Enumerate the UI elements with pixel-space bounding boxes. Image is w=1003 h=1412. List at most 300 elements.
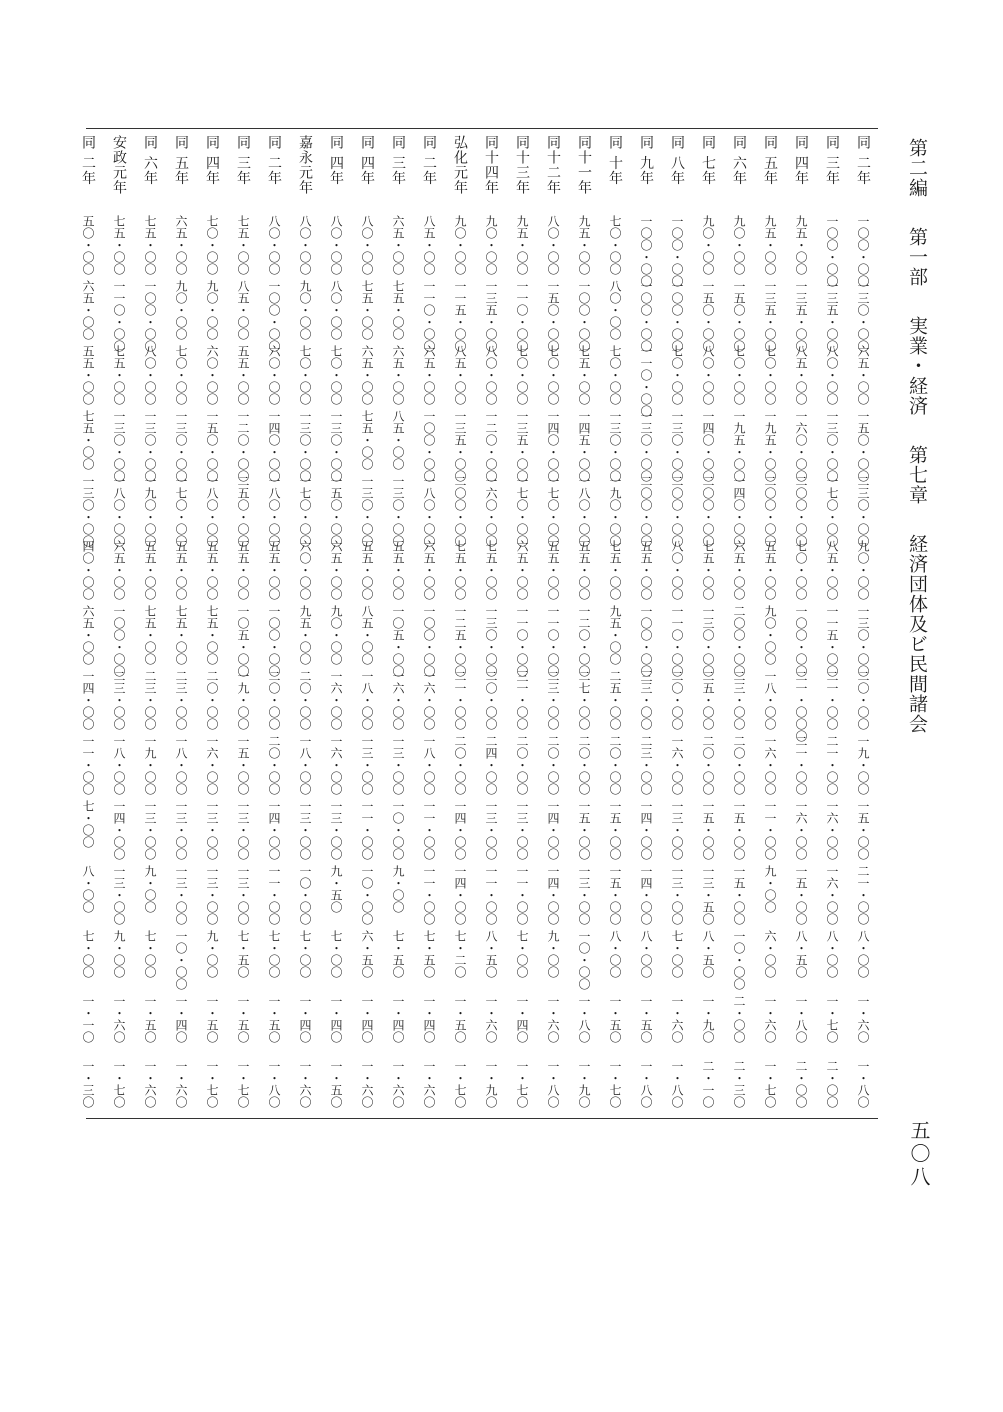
price-cell: 一・六〇 <box>484 995 498 1043</box>
price-cell: 二・〇〇 <box>732 995 746 1043</box>
price-cell: 八〇・〇〇 <box>360 215 374 275</box>
price-cell: 七〇・〇〇 <box>298 345 312 405</box>
price-cell: 一八〇・〇〇 <box>267 475 281 547</box>
price-cell: 一・四〇 <box>174 995 188 1043</box>
price-cell: 八〇・〇〇 <box>484 345 498 405</box>
table-column <box>785 129 816 1117</box>
table-bottom-rule <box>86 1118 878 1119</box>
price-cell: 二一・〇〇 <box>856 865 870 925</box>
year-label: 同 六年 <box>731 135 747 186</box>
price-cell: 一五〇・〇〇 <box>205 410 219 482</box>
price-cell: 七・〇〇 <box>81 800 95 848</box>
price-cell: 七〇・〇〇 <box>794 540 808 600</box>
price-cell: 五五・〇〇 <box>81 345 95 405</box>
price-cell: 一〇〇・〇〇 <box>112 605 126 677</box>
price-cell: 一・七〇 <box>825 995 839 1043</box>
price-cell: 一六・〇〇 <box>329 670 343 730</box>
year-label: 同十四年 <box>483 135 499 195</box>
price-cell: 一・七〇 <box>112 1060 126 1108</box>
table-column <box>444 129 475 1117</box>
price-cell: 一一〇・〇〇 <box>515 605 529 677</box>
table-column <box>630 129 661 1117</box>
price-cell: 九・〇〇 <box>205 930 219 978</box>
price-cell: 一三五・〇〇 <box>825 280 839 352</box>
price-cell: 一三五・〇〇 <box>453 410 467 482</box>
price-cell: 九・〇〇 <box>391 865 405 913</box>
price-cell: 一〇〇・〇〇 <box>267 605 281 677</box>
price-cell: 八・五〇 <box>794 930 808 978</box>
price-cell: 八・〇〇 <box>81 865 95 913</box>
price-cell: 一・六〇 <box>112 995 126 1043</box>
price-cell: 一・九〇 <box>577 1060 591 1108</box>
price-cell: 八・〇〇 <box>825 930 839 978</box>
price-cell: 五五・〇〇 <box>205 540 219 600</box>
price-cell: 五五・〇〇 <box>236 345 250 405</box>
price-cell: 二一・〇〇〇 <box>794 670 808 742</box>
price-cell: 九〇・〇〇 <box>174 280 188 340</box>
price-cell: 六五・〇〇 <box>174 215 188 275</box>
price-cell: 九五・〇〇 <box>298 605 312 665</box>
price-cell: 一一・〇〇 <box>515 865 529 925</box>
price-cell: 一〇〇・〇〇 <box>825 215 839 287</box>
price-cell: 五五・〇〇 <box>174 540 188 600</box>
price-cell: 一九・〇〇 <box>143 735 157 795</box>
price-cell: 一三五・〇〇 <box>763 280 777 352</box>
price-cell: 一三〇・〇〇 <box>81 475 95 547</box>
price-cell: 七〇・〇〇 <box>608 215 622 275</box>
price-cell: 七・五〇 <box>236 930 250 978</box>
price-cell: 一三〇・〇〇 <box>856 605 870 677</box>
price-cell: 一四五・〇〇 <box>577 410 591 482</box>
table-column <box>568 129 599 1117</box>
price-cell: 二七・〇〇 <box>577 670 591 730</box>
price-cell: 一・六〇 <box>360 1060 374 1108</box>
price-cell: 一三・〇〇 <box>298 800 312 860</box>
price-cell: 一〇〇・〇〇 <box>639 605 653 677</box>
price-cell: 八・五〇 <box>701 930 715 978</box>
price-cell: 一・八〇 <box>670 1060 684 1108</box>
price-cell: 一三・〇〇 <box>670 865 684 925</box>
table-column <box>196 129 227 1117</box>
table-column <box>134 129 165 1117</box>
price-cell: 一・九〇 <box>701 995 715 1043</box>
price-cell: 二〇・〇〇 <box>515 735 529 795</box>
page-number: 五〇八 <box>907 1120 931 1189</box>
price-cell: 一四・〇〇 <box>546 800 560 860</box>
price-cell: 六五・〇〇 <box>422 540 436 600</box>
price-cell: 一・五〇 <box>205 995 219 1043</box>
price-cell: 一三・〇〇 <box>112 865 126 925</box>
price-cell: 一三〇・〇〇 <box>856 280 870 352</box>
table-column <box>723 129 754 1117</box>
price-cell: 一・五〇 <box>608 995 622 1043</box>
price-cell: 二〇〇・〇〇 <box>794 475 808 547</box>
price-cell: 一三〇・〇〇 <box>174 410 188 482</box>
price-cell: 一三・〇〇 <box>236 800 250 860</box>
price-cell: 二一・〇〇 <box>453 670 467 730</box>
price-cell: 一三・〇〇 <box>670 800 684 860</box>
price-cell: 九五・〇〇 <box>577 215 591 275</box>
price-cell: 二〇〇・〇〇 <box>639 475 653 547</box>
price-cell: 一一・〇〇 <box>484 865 498 925</box>
price-cell: 八〇・〇〇 <box>825 345 839 405</box>
price-cell: 六五・〇〇 <box>422 345 436 405</box>
price-cell: 八五・〇〇 <box>360 605 374 665</box>
year-label: 同 九年 <box>638 135 654 186</box>
price-cell: 九五・〇〇 <box>794 215 808 275</box>
price-cell: 一〇・〇〇 <box>298 865 312 925</box>
price-cell: 八五・〇〇 <box>422 215 436 275</box>
header-part: 第二編 <box>906 138 928 198</box>
price-cell: 二〇・〇〇 <box>670 670 684 730</box>
price-cell: 一五〇・〇〇 <box>856 410 870 482</box>
price-cell: 一一・〇〇 <box>422 865 436 925</box>
price-cell: 七・五〇 <box>391 930 405 978</box>
price-cell: 一・六〇 <box>670 995 684 1043</box>
price-cell: 一五・〇〇 <box>856 800 870 860</box>
price-cell: 一・四〇 <box>298 995 312 1043</box>
price-cell: 九五・〇〇 <box>763 215 777 275</box>
price-cell: 八・〇〇 <box>856 930 870 978</box>
year-label: 弘化元年 <box>452 135 468 195</box>
price-cell: 一三・〇〇 <box>205 865 219 925</box>
price-cell: 一四・〇〇 <box>112 800 126 860</box>
price-cell: 一六・〇〇 <box>391 670 405 730</box>
price-cell: 一・六〇 <box>763 995 777 1043</box>
price-cell: 一七〇・〇〇 <box>825 475 839 547</box>
price-cell: 一六・〇〇 <box>794 800 808 860</box>
price-cell: 一・四〇 <box>515 995 529 1043</box>
year-label: 同 四年 <box>359 135 375 186</box>
price-cell: 七五・〇〇 <box>360 280 374 340</box>
price-cell: 九〇・〇〇 <box>453 215 467 275</box>
price-cell: 二〇〇・〇〇 <box>670 475 684 547</box>
price-cell: 一一〇・〇〇 <box>515 280 529 352</box>
price-cell: 七五・〇〇 <box>391 280 405 340</box>
price-cell: 六五・〇〇 <box>81 280 95 340</box>
price-cell: 六五・〇〇 <box>112 540 126 600</box>
price-cell: 二〇・〇〇 <box>205 670 219 730</box>
price-cell: 一七〇・〇〇 <box>298 475 312 547</box>
price-cell: 六五・〇〇 <box>515 540 529 600</box>
running-header <box>898 138 936 735</box>
price-cell: 一・五〇 <box>143 995 157 1043</box>
price-cell: 八五・〇〇 <box>453 345 467 405</box>
price-cell: 一六・〇〇 <box>670 735 684 795</box>
price-cell: 一〇〇・〇〇 <box>639 280 653 352</box>
year-label: 同 二年 <box>421 135 437 186</box>
table-column <box>320 129 351 1117</box>
price-cell: 一・九〇 <box>484 1060 498 1108</box>
price-cell: 七五・〇〇 <box>453 540 467 600</box>
price-cell: 一四・〇〇 <box>81 670 95 730</box>
year-label: 嘉永元年 <box>297 135 313 195</box>
price-cell: 一〇五・〇〇 <box>391 605 405 677</box>
year-label: 同 二年 <box>855 135 871 186</box>
price-cell: 一〇・〇〇 <box>732 930 746 990</box>
price-cell: 一五〇・〇〇 <box>546 280 560 352</box>
price-cell: 一六・〇〇 <box>763 735 777 795</box>
price-cell: 九〇・〇〇 <box>329 605 343 665</box>
price-cell: 一・五〇 <box>236 995 250 1043</box>
price-cell: 一五〇・〇〇 <box>732 280 746 352</box>
price-cell: 五五・〇〇 <box>763 540 777 600</box>
price-cell: 一・四〇 <box>329 995 343 1043</box>
price-cell: 一〇・〇〇 <box>391 800 405 860</box>
price-cell: 一・一〇 <box>81 995 95 1043</box>
price-cell: 二一・〇〇 <box>825 735 839 795</box>
price-cell: 一三〇・〇〇 <box>701 605 715 677</box>
year-label: 同 三年 <box>824 135 840 186</box>
price-cell: 一・六〇 <box>174 1060 188 1108</box>
price-cell: 六五・〇〇 <box>81 605 95 665</box>
price-cell: 一一〇・〇〇 <box>112 280 126 352</box>
table-column <box>506 129 537 1117</box>
table-column <box>537 129 568 1117</box>
price-cell: 一〇・〇〇 <box>360 865 374 925</box>
price-cell: 七五・〇〇 <box>236 215 250 275</box>
price-cell: 一〇〇・〇〇 <box>422 605 436 677</box>
price-cell: 一・六〇 <box>422 1060 436 1108</box>
price-cell: 一八・〇〇 <box>422 735 436 795</box>
table-column <box>413 129 444 1117</box>
table-column <box>227 129 258 1117</box>
price-cell: 七・〇〇 <box>670 930 684 978</box>
year-label: 同 三年 <box>390 135 406 186</box>
price-cell: 七五・〇〇 <box>112 215 126 275</box>
price-cell: 一二五・〇〇 <box>453 605 467 677</box>
price-cell: 一三〇・〇〇 <box>670 410 684 482</box>
price-cell: 六・〇〇 <box>763 930 777 978</box>
price-cell: 八〇・〇〇 <box>670 540 684 600</box>
price-cell: 一六・〇〇 <box>422 670 436 730</box>
price-cell: 八五・〇〇 <box>825 540 839 600</box>
price-cell: 一・四〇 <box>360 995 374 1043</box>
price-cell: 七・〇〇 <box>267 930 281 978</box>
price-cell: 九〇・〇〇 <box>298 280 312 340</box>
price-cell: 三三・〇〇 <box>639 670 653 730</box>
table-column <box>103 129 134 1117</box>
price-cell: 一八〇・〇〇 <box>205 475 219 547</box>
price-cell: 七五・〇〇 <box>112 345 126 405</box>
price-cell: 二三・〇〇 <box>546 670 560 730</box>
price-cell: 二・〇〇 <box>825 1060 839 1108</box>
price-cell: 一・四〇 <box>391 995 405 1043</box>
price-cell: 八〇・〇〇 <box>267 215 281 275</box>
price-cell: 六〇・〇〇 <box>205 345 219 405</box>
price-cell: 一五・〇〇 <box>701 800 715 860</box>
price-cell: 一六・〇〇 <box>205 735 219 795</box>
header-division: 第一部 <box>906 227 928 288</box>
price-cell: 一八〇・〇〇 <box>422 475 436 547</box>
price-cell: 一〇・〇〇 <box>174 930 188 990</box>
price-cell: 六五・〇〇 <box>360 345 374 405</box>
price-cell: 一四〇・〇〇 <box>267 410 281 482</box>
price-cell: 六〇・〇〇 <box>267 345 281 405</box>
price-cell: 一四・〇〇 <box>267 800 281 860</box>
price-cell: 一三〇・〇〇 <box>360 475 374 547</box>
price-cell: 二〇・〇〇 <box>453 735 467 795</box>
price-cell: 一三五・〇〇 <box>515 410 529 482</box>
price-cell: 一九五・〇〇 <box>732 410 746 482</box>
price-cell: 九五・〇〇 <box>515 215 529 275</box>
price-cell: 二五・〇〇 <box>701 670 715 730</box>
price-cell: 一〇〇・〇〇 <box>143 280 157 352</box>
price-cell: 一・八〇 <box>546 1060 560 1108</box>
price-cell: 七五・〇〇 <box>205 605 219 665</box>
price-cell: 六〇・〇〇 <box>298 540 312 600</box>
price-cell: 一二〇・〇〇 <box>577 605 591 677</box>
price-cell: 一六・〇〇 <box>329 735 343 795</box>
price-cell: 五五・〇〇 <box>236 540 250 600</box>
price-cell: 一五・〇〇 <box>608 865 622 925</box>
price-cell: 五五・〇〇 <box>360 540 374 600</box>
price-cell: 七・二〇 <box>453 930 467 978</box>
price-cell: 七〇・〇〇 <box>732 345 746 405</box>
price-cell: 一五・〇〇 <box>577 800 591 860</box>
price-cell: 九〇・〇〇 <box>856 540 870 600</box>
price-cell: 六五・〇〇 <box>391 215 405 275</box>
price-cell: 一三・〇〇 <box>143 800 157 860</box>
price-cell: 一〇・〇〇 <box>577 930 591 990</box>
price-cell: 一〇〇・〇〇 <box>639 215 653 287</box>
price-cell: 五五・〇〇 <box>143 540 157 600</box>
price-cell: 一三〇・〇〇 <box>112 410 126 482</box>
price-cell: 九・〇〇 <box>546 930 560 978</box>
price-cell: 一九〇・〇〇 <box>608 475 622 547</box>
price-cell: 一・四〇 <box>422 995 436 1043</box>
price-cell: 五五・〇〇 <box>267 540 281 600</box>
price-cell: 七五・〇〇 <box>143 605 157 665</box>
price-cell: 七・〇〇 <box>515 930 529 978</box>
price-cell: 一三五・〇〇 <box>484 280 498 352</box>
year-label: 同 七年 <box>700 135 716 186</box>
price-cell: 一・六〇 <box>391 1060 405 1108</box>
price-cell: 五五・〇〇 <box>577 540 591 600</box>
year-label: 同 五年 <box>173 135 189 186</box>
price-cell: 九〇・〇〇 <box>205 280 219 340</box>
price-cell: 七五・〇〇 <box>484 540 498 600</box>
price-cell: 一三・〇〇 <box>174 865 188 925</box>
price-cell: 一三・〇〇 <box>515 800 529 860</box>
price-cell: 八〇・〇〇 <box>546 215 560 275</box>
price-cell: 一三・〇〇 <box>484 800 498 860</box>
price-cell: 九・五〇 <box>329 865 343 913</box>
price-cell: 二〇・〇〇 <box>701 735 715 795</box>
price-cell: 一一五・〇〇 <box>453 280 467 352</box>
price-cell: 二〇〇・〇〇 <box>763 475 777 547</box>
price-cell: 九・〇〇 <box>112 930 126 978</box>
price-cell: 七五・〇〇 <box>701 540 715 600</box>
price-cell: 一・六〇 <box>546 995 560 1043</box>
price-cell: 五五・〇〇 <box>639 540 653 600</box>
price-cell: 六五・〇〇 <box>329 540 343 600</box>
price-cell: 六五・〇〇 <box>856 345 870 405</box>
price-cell: 七〇・〇〇 <box>329 345 343 405</box>
price-cell: 一・六〇 <box>298 1060 312 1108</box>
price-cell: 一一〇・〇〇 <box>639 345 653 417</box>
price-cell: 一〇〇・〇〇 <box>422 410 436 482</box>
price-cell: 一三〇・〇〇 <box>298 410 312 482</box>
price-cell: 一・六〇 <box>143 1060 157 1108</box>
price-cell: 一・六〇 <box>856 995 870 1043</box>
price-cell: 七・〇〇 <box>329 930 343 978</box>
price-cell: 九〇・〇〇 <box>763 605 777 665</box>
table-column <box>351 129 382 1117</box>
price-cell: 一・七〇 <box>763 1060 777 1108</box>
table-column <box>289 129 320 1117</box>
price-cell: 一・八〇 <box>267 1060 281 1108</box>
price-cell: 一五・〇〇 <box>236 735 250 795</box>
price-cell: 一六・〇〇 <box>825 865 839 925</box>
price-cell: 七〇・〇〇 <box>763 345 777 405</box>
price-cell: 一二〇・〇〇 <box>236 410 250 482</box>
price-cell: 一三〇・〇〇 <box>639 410 653 482</box>
price-cell: 九・〇〇 <box>143 865 157 913</box>
price-cell: 二〇・〇〇 <box>484 670 498 730</box>
price-cell: 一三〇・〇〇 <box>143 410 157 482</box>
price-cell: 一七〇・〇〇 <box>515 475 529 547</box>
year-label: 同 六年 <box>142 135 158 186</box>
price-cell: 八・〇〇 <box>608 930 622 978</box>
price-cell: 一八・〇〇 <box>360 670 374 730</box>
price-cell: 八〇・〇〇 <box>329 215 343 275</box>
price-cell: 一〇五・〇〇 <box>236 605 250 677</box>
year-label: 同十一年 <box>576 135 592 195</box>
year-label: 安政元年 <box>111 135 127 195</box>
price-cell: 二〇・〇〇 <box>732 735 746 795</box>
price-cell: 八〇・〇〇 <box>701 345 715 405</box>
year-label: 同 八年 <box>669 135 685 186</box>
price-cell: 八五・〇〇 <box>391 410 405 470</box>
price-cell: 二〇〇・〇〇 <box>453 475 467 547</box>
price-cell: 一・八〇 <box>577 995 591 1043</box>
price-cell: 一三〇・〇〇 <box>484 605 498 677</box>
price-cell: 七・五〇 <box>422 930 436 978</box>
price-cell: 八五・〇〇 <box>236 280 250 340</box>
year-label: 同 二年 <box>80 135 96 186</box>
price-cell: 五〇・〇〇 <box>81 215 95 275</box>
price-cell: 一五・〇〇 <box>794 865 808 925</box>
price-cell: 二〇・〇〇 <box>608 735 622 795</box>
price-cell: 一九・〇〇 <box>856 735 870 795</box>
price-cell: 一九・〇〇 <box>236 670 250 730</box>
header-chapter: 第七章 <box>906 445 928 506</box>
price-cell: 一・五〇 <box>453 995 467 1043</box>
price-cell: 一一・〇〇 <box>81 735 95 795</box>
price-cell: 一八・〇〇 <box>112 735 126 795</box>
price-cell: 二〇・〇〇 <box>856 670 870 730</box>
price-cell: 一・八〇 <box>794 995 808 1043</box>
price-cell: 五五・〇〇 <box>546 540 560 600</box>
price-cell: 八〇・〇〇 <box>608 280 622 340</box>
price-cell: 七〇・〇〇 <box>546 345 560 405</box>
price-cell: 一・八〇 <box>856 1060 870 1108</box>
price-cell: 一四〇・〇〇 <box>732 475 746 547</box>
price-cell: 二〇・〇〇 <box>577 735 591 795</box>
price-cell: 三一・〇〇 <box>515 670 529 730</box>
price-cell: 一三・〇〇 <box>174 800 188 860</box>
price-cell: 七〇・〇〇 <box>515 345 529 405</box>
price-cell: 一・七〇 <box>236 1060 250 1108</box>
price-cell: 一四・〇〇 <box>639 800 653 860</box>
price-cell: 一七〇・〇〇 <box>546 475 560 547</box>
price-cell: 一六・〇〇 <box>825 800 839 860</box>
table-column <box>692 129 723 1117</box>
price-cell: 一九五・〇〇 <box>763 410 777 482</box>
year-label: 同 十年 <box>607 135 623 186</box>
price-cell: 一・五〇 <box>639 995 653 1043</box>
